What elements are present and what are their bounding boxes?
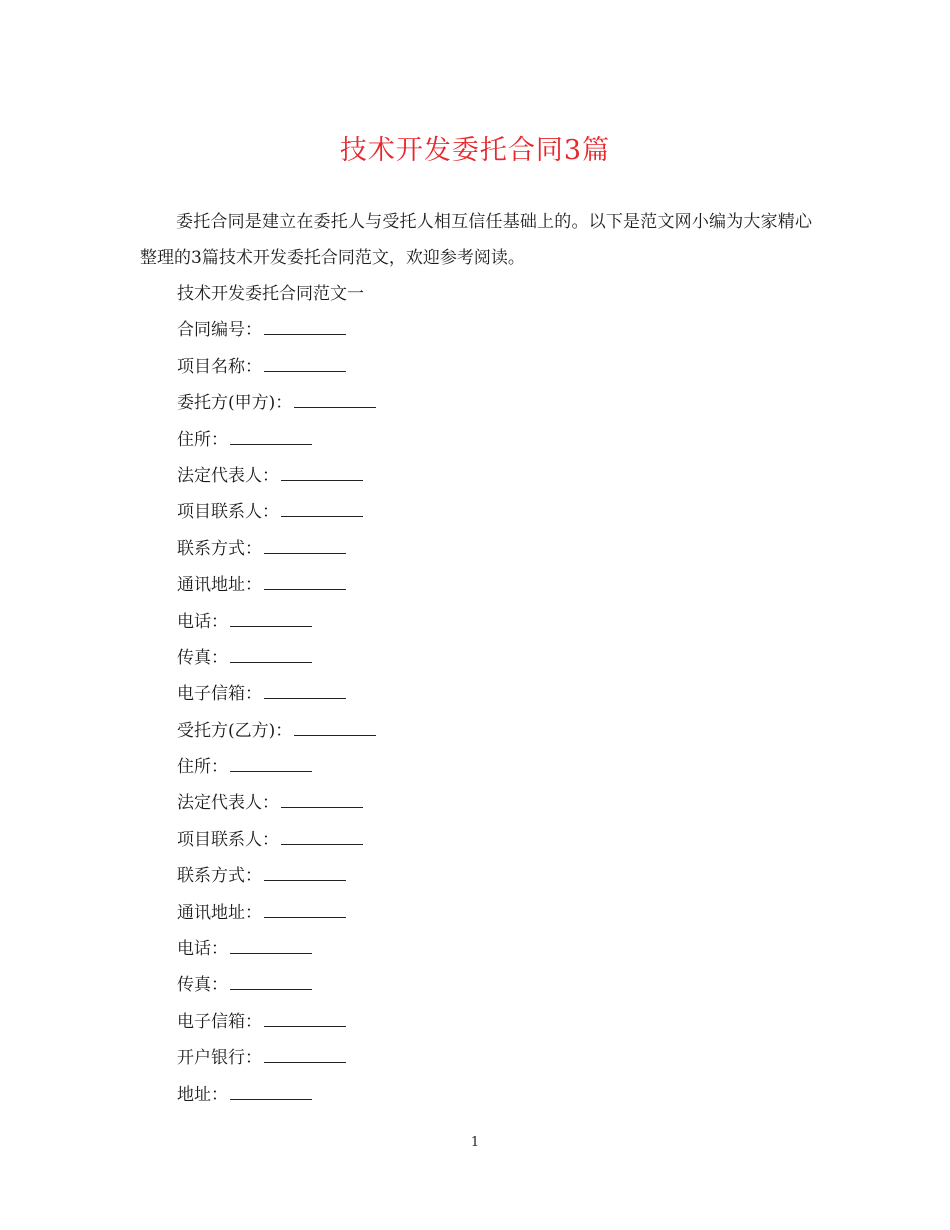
field-row bbox=[177, 422, 376, 458]
field-row bbox=[177, 895, 376, 931]
field-row bbox=[177, 822, 376, 858]
field-label: 通讯地址： bbox=[177, 902, 262, 923]
field-label: 法定代表人： bbox=[177, 793, 279, 814]
blank-line bbox=[230, 625, 312, 627]
field-row bbox=[177, 749, 376, 785]
field-label: 传真： bbox=[177, 975, 228, 996]
blank-line bbox=[264, 588, 346, 590]
blank-line bbox=[264, 916, 346, 918]
field-row bbox=[177, 676, 376, 712]
field-row bbox=[177, 567, 376, 603]
field-label: 项目联系人： bbox=[177, 829, 279, 850]
field-label: 电子信箱： bbox=[177, 1011, 262, 1032]
intro-paragraph: 委托合同是建立在委托人与受托人相互信任基础上的。以下是范文网小编为大家精心整理的3篇技术开发委托合同范文，欢迎参考阅读。 bbox=[140, 212, 812, 268]
field-label: 通讯地址： bbox=[177, 575, 262, 596]
contract-field-list bbox=[177, 276, 376, 1113]
blank-line bbox=[264, 697, 346, 699]
blank-line bbox=[264, 370, 346, 372]
field-label: 法定代表人： bbox=[177, 465, 279, 486]
blank-line bbox=[230, 1098, 312, 1100]
field-label: 受托方(乙方)： bbox=[177, 720, 293, 741]
field-row bbox=[177, 1077, 376, 1113]
field-label: 地址： bbox=[177, 1084, 228, 1105]
field-label: 项目名称： bbox=[177, 356, 262, 377]
section-heading: 技术开发委托合同范文一 bbox=[177, 284, 364, 304]
field-row bbox=[177, 458, 376, 494]
blank-line bbox=[264, 333, 346, 335]
field-row bbox=[177, 713, 376, 749]
blank-line bbox=[294, 734, 376, 736]
field-label: 电话： bbox=[177, 939, 228, 960]
field-label: 住所： bbox=[177, 429, 228, 450]
field-label: 合同编号： bbox=[177, 320, 262, 341]
blank-line bbox=[264, 1025, 346, 1027]
document-title: 技术开发委托合同3篇 bbox=[339, 135, 611, 166]
field-row bbox=[177, 312, 376, 348]
field-row bbox=[177, 1004, 376, 1040]
field-row bbox=[177, 494, 376, 530]
field-label: 电话： bbox=[177, 611, 228, 632]
blank-line bbox=[281, 843, 363, 845]
field-label: 项目联系人： bbox=[177, 502, 279, 523]
field-label: 联系方式： bbox=[177, 866, 262, 887]
field-row bbox=[177, 858, 376, 894]
blank-line bbox=[294, 406, 376, 408]
field-label: 联系方式： bbox=[177, 538, 262, 559]
blank-line bbox=[264, 1061, 346, 1063]
blank-line bbox=[230, 952, 312, 954]
blank-line bbox=[264, 552, 346, 554]
field-row bbox=[177, 1040, 376, 1076]
blank-line bbox=[281, 806, 363, 808]
blank-line bbox=[281, 479, 363, 481]
field-label: 开户银行： bbox=[177, 1048, 262, 1069]
field-row bbox=[177, 931, 376, 967]
field-row bbox=[177, 640, 376, 676]
blank-line bbox=[264, 879, 346, 881]
blank-line bbox=[230, 988, 312, 990]
field-label: 委托方(甲方)： bbox=[177, 393, 293, 414]
blank-line bbox=[230, 661, 312, 663]
field-row bbox=[177, 349, 376, 385]
field-row bbox=[177, 531, 376, 567]
field-row bbox=[177, 385, 376, 421]
field-label: 传真： bbox=[177, 647, 228, 668]
field-label: 电子信箱： bbox=[177, 684, 262, 705]
blank-line bbox=[230, 770, 312, 772]
field-label: 住所： bbox=[177, 757, 228, 778]
blank-line bbox=[281, 515, 363, 517]
page-number: 1 bbox=[470, 1135, 480, 1150]
field-row bbox=[177, 604, 376, 640]
field-row bbox=[177, 967, 376, 1003]
blank-line bbox=[230, 443, 312, 445]
field-row bbox=[177, 785, 376, 821]
